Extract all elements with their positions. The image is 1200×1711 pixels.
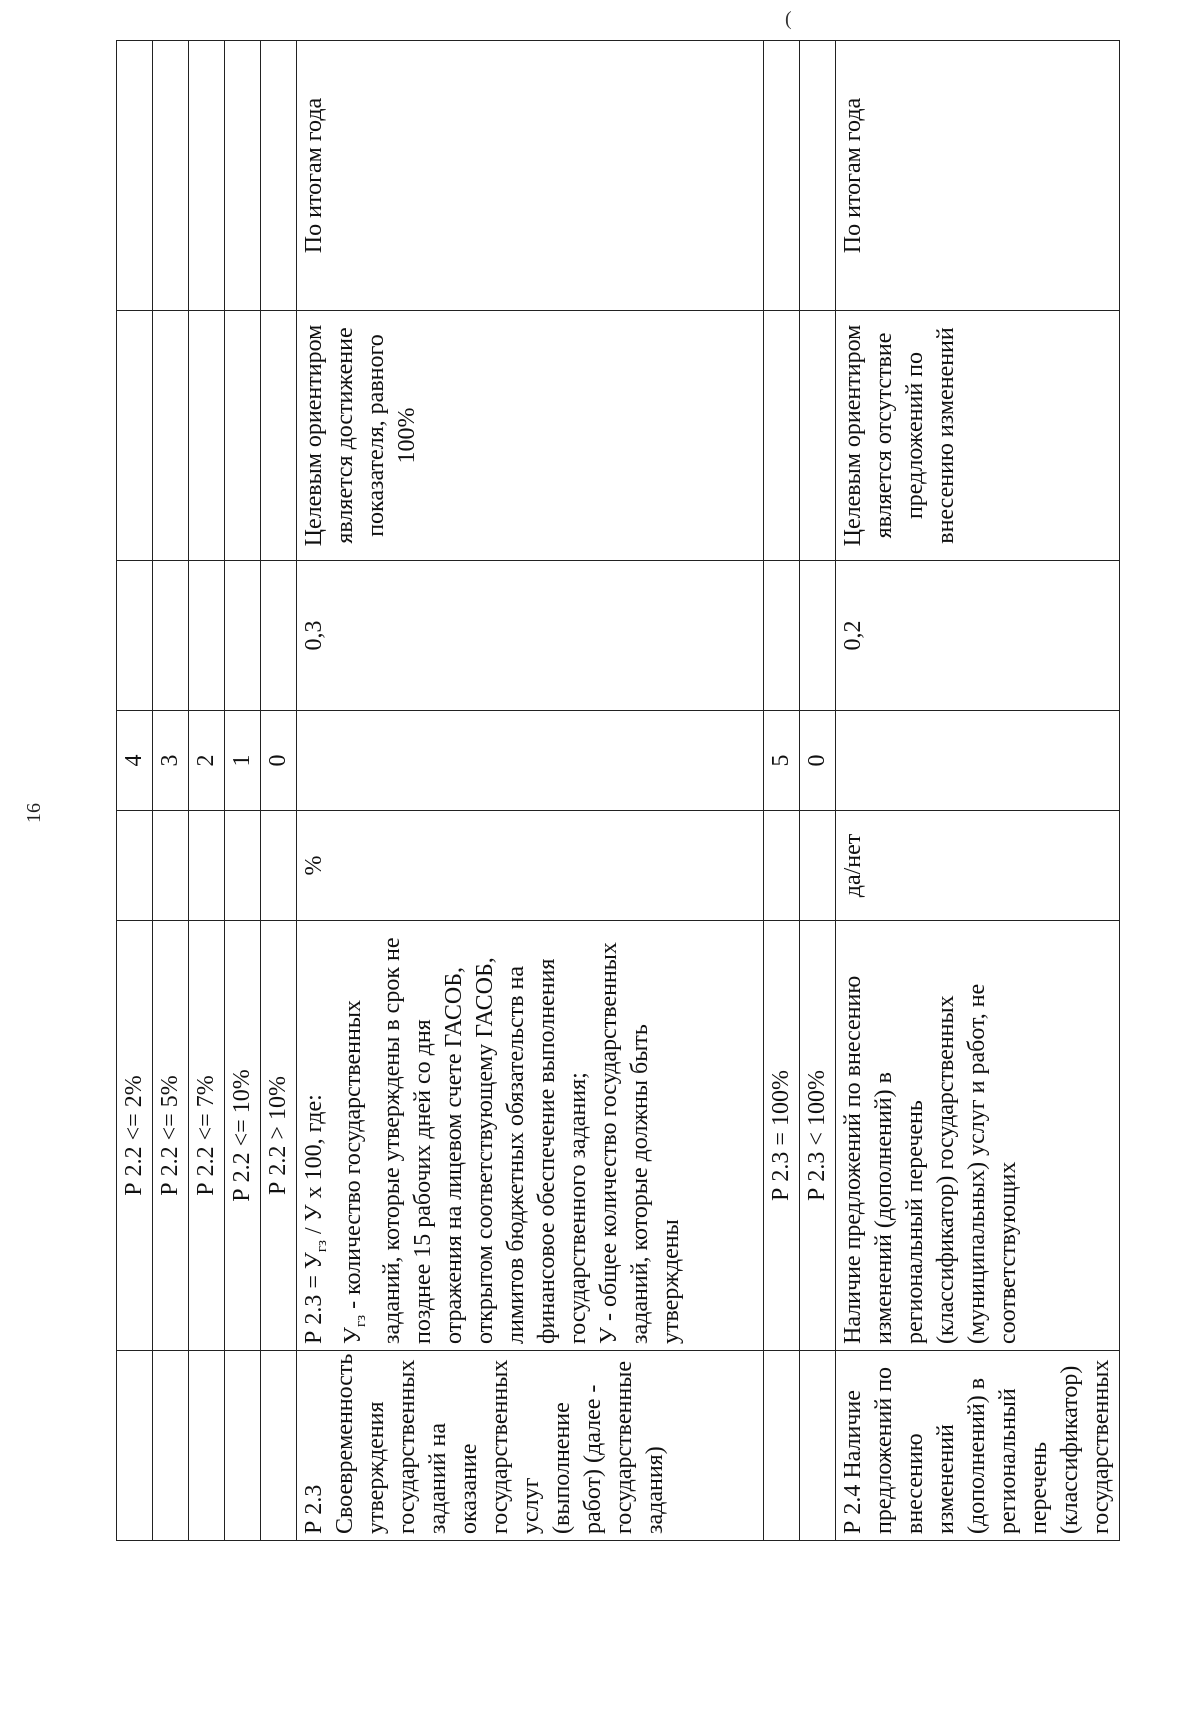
- formula-cell: Р 2.2 > 10%: [261, 921, 297, 1351]
- table-row: [800, 41, 836, 1541]
- target-cell: [189, 311, 225, 561]
- weight-cell: 0,3: [297, 561, 764, 711]
- period-cell: [800, 41, 836, 311]
- table-row: [297, 41, 764, 1541]
- weight-cell: [189, 561, 225, 711]
- unit-cell: [189, 811, 225, 921]
- target-cell: [153, 311, 189, 561]
- unit-cell: [117, 811, 153, 921]
- formula-lead-tail: / У х 100, где:: [301, 1094, 327, 1241]
- formula-cell: Р 2.3 = 100%: [764, 921, 800, 1351]
- period-cell: [117, 41, 153, 311]
- target-cell: [261, 311, 297, 561]
- period-cell: [225, 41, 261, 311]
- indicator-cell: [189, 1351, 225, 1541]
- rotated-table-frame: [116, 41, 1114, 1541]
- table-row: [117, 41, 153, 1541]
- period-cell: [764, 41, 800, 311]
- unit-cell: [764, 811, 800, 921]
- unit-cell: %: [297, 811, 764, 921]
- indicator-cell: Р 2.3 Своевременность утверждения государственных заданий на оказание государственных услуг (выполнение работ) (далее - государственные задания): [297, 1351, 764, 1541]
- score-cell: 0: [261, 711, 297, 811]
- table-row: [189, 41, 225, 1541]
- period-cell: [189, 41, 225, 311]
- unit-cell: [261, 811, 297, 921]
- indicator-cell: Р 2.4 Наличие предложений по внесению изменений (дополнений) в региональный перечень (классификатор) государственных: [836, 1351, 1120, 1541]
- indicator-cell: [117, 1351, 153, 1541]
- formula-body: - количество государственных заданий, которые утверждены в срок не позднее 15 рабочих дней со дня отражения на лицевом счете ГАСОБ, открытом соответствующему ГАСОБ, лимитов бюджетных обязательств на финансовое обеспечение выполнения государственного задания; У - общее количество государственных заданий, которые должны быть утверждены: [340, 937, 684, 1344]
- target-cell: [225, 311, 261, 561]
- formula-lead: Р 2.3 = У: [301, 1252, 327, 1344]
- score-cell: 1: [225, 711, 261, 811]
- weight-cell: [800, 561, 836, 711]
- table-row: [225, 41, 261, 1541]
- table-row: [261, 41, 297, 1541]
- weight-cell: 0,2: [836, 561, 1120, 711]
- unit-cell: да/нет: [836, 811, 1120, 921]
- period-cell: [261, 41, 297, 311]
- unit-cell: [225, 811, 261, 921]
- formula-cell: Р 2.3 < 100%: [800, 921, 836, 1351]
- score-cell: 2: [189, 711, 225, 811]
- formula-cell: Р 2.2 <= 7%: [189, 921, 225, 1351]
- indicator-cell: [764, 1351, 800, 1541]
- weight-cell: [225, 561, 261, 711]
- page-number: 16: [23, 803, 45, 823]
- score-cell: 4: [117, 711, 153, 811]
- indicators-table: [116, 40, 1120, 1541]
- weight-cell: [153, 561, 189, 711]
- weight-cell: [261, 561, 297, 711]
- table-row: [836, 41, 1120, 1541]
- table-row: [153, 41, 189, 1541]
- score-cell: [297, 711, 764, 811]
- formula-cell: Р 2.2 <= 2%: [117, 921, 153, 1351]
- indicator-cell: [153, 1351, 189, 1541]
- indicator-cell: [800, 1351, 836, 1541]
- target-cell: Целевым ориентиром является отсутствие предложений по внесению изменений: [836, 311, 1120, 561]
- score-cell: 3: [153, 711, 189, 811]
- formula-cell: Р 2.2 <= 5%: [153, 921, 189, 1351]
- corner-mark: (: [785, 8, 792, 30]
- target-cell: [117, 311, 153, 561]
- formula-cell: Наличие предложений по внесению изменений (дополнений) в региональный перечень (классификатор) государственных (муниципальных) услуг и работ, не соответствующих: [836, 921, 1120, 1351]
- indicator-cell: [225, 1351, 261, 1541]
- formula-variable-subscript: гз: [353, 1314, 369, 1327]
- score-cell: [836, 711, 1120, 811]
- formula-cell: [297, 921, 764, 1351]
- period-cell: По итогам года: [297, 41, 764, 311]
- table-row: [764, 41, 800, 1541]
- target-cell: Целевым ориентиром является достижение показателя, равного 100%: [297, 311, 764, 561]
- target-cell: [764, 311, 800, 561]
- formula-variable: У: [340, 1327, 366, 1344]
- formula-cell: Р 2.2 <= 10%: [225, 921, 261, 1351]
- weight-cell: [117, 561, 153, 711]
- unit-cell: [153, 811, 189, 921]
- period-cell: По итогам года: [836, 41, 1120, 311]
- indicator-cell: [261, 1351, 297, 1541]
- weight-cell: [764, 561, 800, 711]
- target-cell: [800, 311, 836, 561]
- unit-cell: [800, 811, 836, 921]
- period-cell: [153, 41, 189, 311]
- score-cell: 5: [764, 711, 800, 811]
- score-cell: 0: [800, 711, 836, 811]
- formula-lead-subscript: гз: [314, 1240, 330, 1253]
